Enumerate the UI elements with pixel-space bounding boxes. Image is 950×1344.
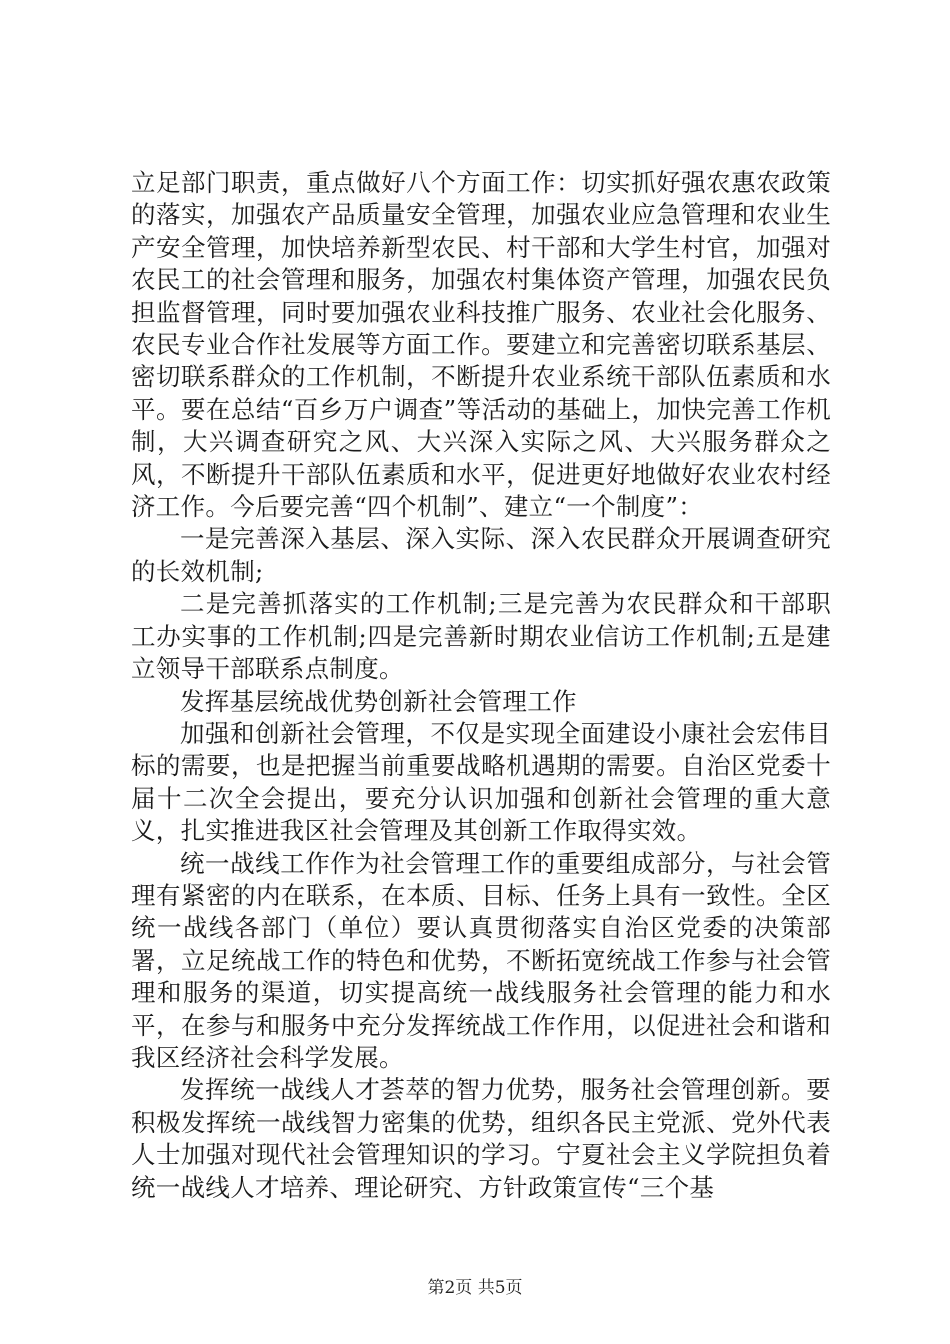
body-text (131, 167, 831, 1204)
paragraph-2: 一是完善深入基层、深入实际、深入农民群众开展调查研究的长效机制; (131, 524, 831, 586)
paragraph-6: 统一战线工作作为社会管理工作的重要组成部分，与社会管理有紧密的内在联系，在本质、目标、任务上具有一致性。全区统一战线各部门（单位）要认真贯彻落实自治区党委的决策部署，立足统战工作的特色和优势，不断拓宽统战工作参与社会管理和服务的渠道，切实提高统一战线服务社会管理的能力和水平，在参与和服务中充分发挥统战工作作用，以促进社会和谐和我区经济社会科学发展。 (131, 848, 831, 1072)
section-heading: 发挥基层统战优势创新社会管理工作 (180, 686, 577, 716)
page-number-footer: 第2页 共5页 (427, 1278, 523, 1298)
paragraph-1: 立足部门职责，重点做好八个方面工作：切实抓好强农惠农政策的落实，加强农产品质量安全管理，加强农业应急管理和农业生产安全管理，加快培养新型农民、村干部和大学生村官，加强对农民工的社会管理和服务，加强农村集体资产管理，加强农民负担监督管理，同时要加强农业科技推广服务、农业社会化服务、农民专业合作社发展等方面工作。要建立和完善密切联系基层、密切联系群众的工作机制，不断提升农业系统干部队伍素质和水平。要在总结“百乡万户调查”等活动的基础上，加快完善工作机制，大兴调查研究之风、大兴深入实际之风、大兴服务群众之风，不断提升干部队伍素质和水平，促进更好地做好农业农村经济工作。今后要完善“四个机制”、建立“一个制度”： (131, 168, 831, 522)
paragraph-5: 加强和创新社会管理，不仅是实现全面建设小康社会宏伟目标的需要，也是把握当前重要战略机遇期的需要。自治区党委十届十二次全会提出，要充分认识加强和创新社会管理的重大意义，扎实推进我区社会管理及其创新工作取得实效。 (131, 718, 831, 846)
paragraph-3: 二是完善抓落实的工作机制;三是完善为农民群众和干部职工办实事的工作机制;四是完善新时期农业信访工作机制;五是建立领导干部联系点制度。 (131, 589, 831, 684)
paragraph-7: 发挥统一战线人才荟萃的智力优势，服务社会管理创新。要积极发挥统一战线智力密集的优势，组织各民主党派、党外代表人士加强对现代社会管理知识的学习。宁夏社会主义学院担负着统一战线人才培养、理论研究、方针政策宣传“三个基 (131, 1075, 831, 1202)
